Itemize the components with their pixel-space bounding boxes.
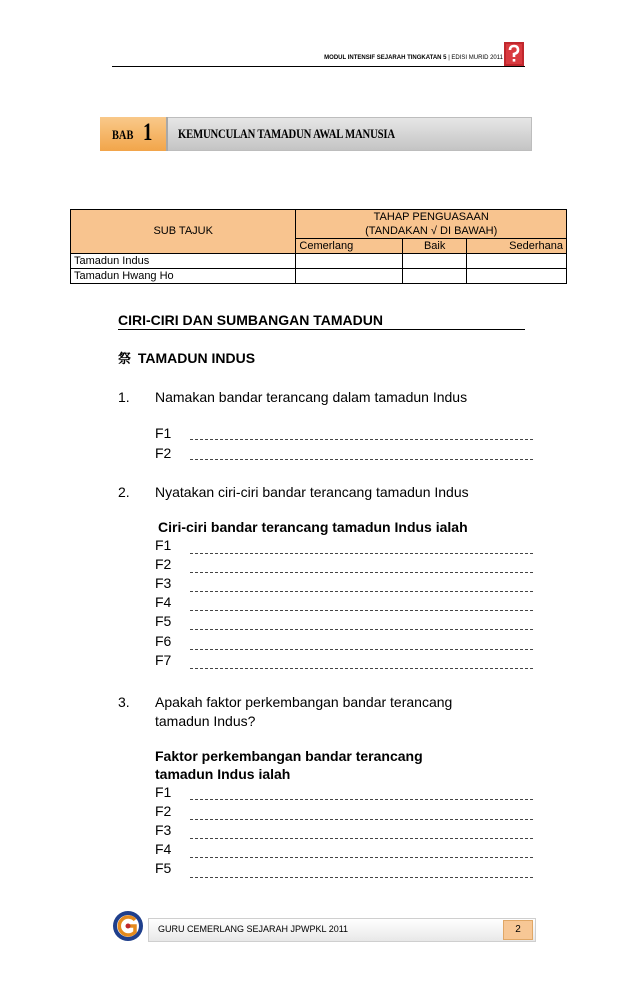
answer-label: F6 <box>155 633 172 649</box>
answer-heading-line2: tamadun Indus ialah <box>155 766 291 782</box>
check-cell[interactable] <box>403 254 467 269</box>
answer-label: F3 <box>155 822 172 838</box>
section-rule <box>118 329 525 330</box>
answer-line[interactable] <box>190 877 533 878</box>
edition-label: EDISI MURID 2011 <box>451 55 503 61</box>
answer-label: F5 <box>155 613 172 629</box>
row-label: Tamadun Indus <box>71 254 296 269</box>
question-number: 1. <box>118 389 130 405</box>
level-header <box>296 210 567 239</box>
answer-label: F7 <box>155 652 172 668</box>
answer-line[interactable] <box>190 838 533 839</box>
answer-line[interactable] <box>190 668 533 669</box>
table-row <box>71 269 567 284</box>
check-cell[interactable] <box>467 254 567 269</box>
answer-line[interactable] <box>190 649 533 650</box>
question-text-line1: Apakah faktor perkembangan bandar terancang <box>155 694 453 710</box>
subsection-label: TAMADUN INDUS <box>137 350 256 366</box>
answer-line[interactable] <box>190 572 533 573</box>
question-mark-icon <box>504 42 524 66</box>
answer-label: F2 <box>155 803 172 819</box>
chapter-label: BAB <box>112 127 134 142</box>
section-title: CIRI-CIRI DAN SUMBANGAN TAMADUN <box>118 312 383 328</box>
chapter-title: KEMUNCULAN TAMADUN AWAL MANUSIA <box>178 126 395 141</box>
answer-line[interactable] <box>190 819 533 820</box>
level-sederhana: Sederhana <box>467 239 567 254</box>
answer-line[interactable] <box>190 591 533 592</box>
answer-line[interactable] <box>190 439 533 440</box>
subtopic-header: SUB TAJUK <box>71 210 296 254</box>
chapter-tab <box>100 117 168 151</box>
running-header <box>230 55 503 61</box>
question-text: Nyatakan ciri-ciri bandar terancang tamadun Indus <box>155 484 469 500</box>
question-text-line2: tamadun Indus? <box>155 713 256 729</box>
question-number: 3. <box>118 694 130 710</box>
answer-line[interactable] <box>190 553 533 554</box>
page-number: 2 <box>503 920 533 940</box>
question-text: Namakan bandar terancang dalam tamadun Indus <box>155 389 468 405</box>
check-cell[interactable] <box>296 254 403 269</box>
answer-label: F1 <box>155 784 172 800</box>
answer-label: F1 <box>155 537 172 553</box>
level-cemerlang: Cemerlang <box>296 239 403 254</box>
check-cell[interactable] <box>403 269 467 284</box>
subsection-title <box>118 348 255 367</box>
table-row <box>71 254 567 269</box>
answer-line[interactable] <box>190 459 533 460</box>
answer-line[interactable] <box>190 629 533 630</box>
footer-text: GURU CEMERLANG SEJARAH JPWPKL 2011 <box>158 924 349 934</box>
answer-line[interactable] <box>190 857 533 858</box>
mastery-table <box>70 209 567 284</box>
answer-label: F2 <box>155 445 172 461</box>
answer-line[interactable] <box>190 610 533 611</box>
chinese-glyph-bullet-icon: 祭 <box>118 351 132 366</box>
check-cell[interactable] <box>296 269 403 284</box>
answer-heading: Ciri-ciri bandar terancang tamadun Indus ialah <box>158 519 468 535</box>
header-rule <box>112 66 525 67</box>
row-label: Tamadun Hwang Ho <box>71 269 296 284</box>
answer-label: F5 <box>155 860 172 876</box>
answer-label: F3 <box>155 575 172 591</box>
question-number: 2. <box>118 484 130 500</box>
level-header-line2: (TANDAKAN √ DI BAWAH) <box>365 225 498 237</box>
chapter-number: 1 <box>143 119 153 146</box>
level-header-line1: TAHAP PENGUASAAN <box>373 211 489 223</box>
answer-label: F4 <box>155 594 172 610</box>
answer-label: F4 <box>155 841 172 857</box>
check-cell[interactable] <box>467 269 567 284</box>
guru-cemerlang-logo-icon <box>112 910 144 942</box>
answer-line[interactable] <box>190 799 533 800</box>
module-title: MODUL INTENSIF SEJARAH TINGKATAN 5 <box>324 55 447 61</box>
answer-label: F1 <box>155 425 172 441</box>
answer-heading-line1: Faktor perkembangan bandar terancang <box>155 748 423 764</box>
answer-label: F2 <box>155 556 172 572</box>
level-baik: Baik <box>403 239 467 254</box>
header-separator: | <box>448 55 450 61</box>
